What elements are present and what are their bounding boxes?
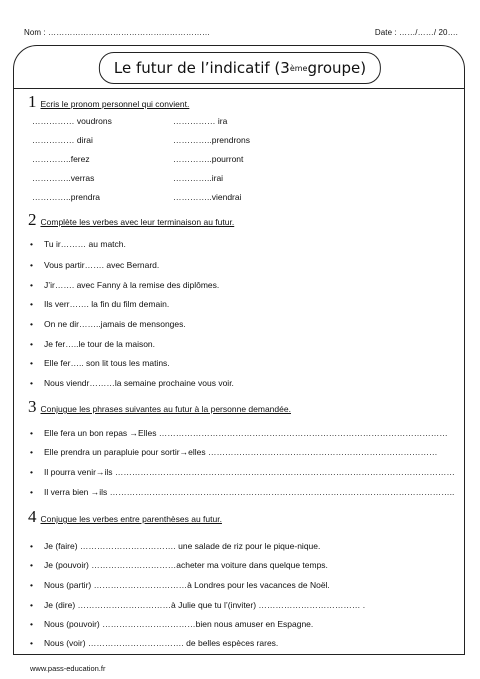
exercise-text: Nous viendr………la semaine prochaine vous voir. — [44, 378, 234, 388]
section-instruction: Conjugue les phrases suivantes au futur à la personne demandée. — [40, 404, 291, 414]
exercise-item — [30, 541, 320, 551]
bullet: • — [30, 619, 33, 629]
exercise-text: On ne dir……..jamais de mensonges. — [44, 319, 186, 329]
bullet: • — [30, 339, 33, 349]
pronoun-item: …………..pourront — [173, 154, 244, 164]
footer-url: www.pass-education.fr — [30, 664, 106, 673]
exercise-text: Nous (voir) ……………………………. de belles espèces rares. — [44, 638, 279, 648]
title-sup: ème — [289, 63, 308, 73]
exercise-item — [30, 560, 328, 570]
exercise-text: Elle fer….. son lit tous les matins. — [44, 358, 170, 368]
section-instruction: Complète les verbes avec leur terminaison au futur. — [40, 217, 235, 227]
exercise-text: Nous (partir) ……………………………à Londres pour les vacances de Noël. — [44, 580, 330, 590]
bullet: • — [30, 428, 33, 438]
pronoun-item: …………… voudrons — [32, 116, 112, 126]
pronoun-item: …………..prendrons — [173, 135, 250, 145]
bullet: • — [30, 580, 33, 590]
bullet: • — [30, 299, 33, 309]
exercise-item — [30, 358, 170, 368]
bullet: • — [30, 638, 33, 648]
bullet: • — [30, 541, 33, 551]
exercise-item — [30, 299, 169, 309]
exercise-item — [30, 378, 234, 388]
pronoun-item: …………… dirai — [32, 135, 93, 145]
exercise-text: Nous (pouvoir) ……………………………bien nous amuser en Espagne. — [44, 619, 314, 629]
section-number: 1 — [28, 92, 37, 111]
exercise-text: Ils verr……. la fin du film demain. — [44, 299, 170, 309]
pronoun-item: …………..verras — [32, 173, 95, 183]
pronoun-item: …………..irai — [173, 173, 224, 183]
exercise-item — [30, 280, 219, 290]
section-number: 2 — [28, 210, 37, 229]
section-number: 3 — [28, 397, 37, 416]
exercise-item — [30, 487, 454, 497]
exercise-text: Je (faire) ……………………………. une salade de riz pour le pique-nique. — [44, 541, 321, 551]
bullet: • — [30, 358, 33, 368]
name-field: Nom : …………………………………………………… — [24, 28, 211, 37]
bullet: • — [30, 239, 33, 249]
title-divider — [13, 88, 465, 89]
bullet: • — [30, 600, 33, 610]
pronoun-item: …………… ira — [173, 116, 228, 126]
section-4-heading — [28, 508, 222, 525]
exercise-item — [30, 580, 330, 590]
bullet: • — [30, 378, 33, 388]
exercise-item — [30, 638, 278, 648]
exercise-item — [30, 428, 448, 438]
exercise-text: Il verra bien →ils ………………………………………………………………………………………………………….. — [44, 487, 455, 497]
section-3-heading — [28, 398, 291, 415]
exercise-text: Je fer…..le tour de la maison. — [44, 339, 156, 349]
bullet: • — [30, 280, 33, 290]
exercise-item — [30, 260, 159, 270]
title-end: groupe) — [307, 59, 367, 77]
exercise-item — [30, 339, 155, 349]
section-1-heading — [28, 93, 189, 110]
pronoun-item: …………..viendrai — [173, 192, 242, 202]
exercise-item — [30, 319, 186, 329]
exercise-text: Je (dire) ……………………………à Julie que tu l’(inviter) ……………………………… . — [44, 600, 366, 610]
exercise-item — [30, 447, 437, 457]
exercise-text: Il pourra venir→ils ………………………………………………………………………………………………………… — [44, 467, 455, 477]
section-number: 4 — [28, 507, 37, 526]
exercise-text: Je (pouvoir) …………………………acheter ma voiture dans quelque temps. — [44, 560, 328, 570]
exercise-text: Elle fera un bon repas →Elles ………………………………………………………………………………………… — [44, 428, 448, 438]
section-2-heading — [28, 211, 234, 228]
pronoun-item: …………..prendra — [32, 192, 101, 202]
exercise-text: J’ir……. avec Fanny à la remise des diplômes. — [44, 280, 220, 290]
bullet: • — [30, 467, 33, 477]
section-instruction: Conjugue les verbes entre parenthèses au futur. — [40, 514, 222, 524]
title-main: Le futur de l’indicatif (3 — [113, 59, 290, 77]
exercise-item — [30, 619, 313, 629]
exercise-text: Vous partir……. avec Bernard. — [44, 260, 160, 270]
date-field: Date : ……/……/ 20…. — [374, 28, 458, 37]
exercise-item — [30, 239, 126, 249]
exercise-text: Tu ir……… au match. — [44, 239, 126, 249]
bullet: • — [30, 260, 33, 270]
exercise-item — [30, 600, 365, 610]
exercise-text: Elle prendra un parapluie pour sortir→elles ……………………………………………………………………… — [44, 447, 438, 457]
section-instruction: Ecris le pronom personnel qui convient. — [40, 99, 190, 109]
pronoun-item: …………..ferez — [32, 154, 90, 164]
bullet: • — [30, 447, 33, 457]
bullet: • — [30, 319, 33, 329]
exercise-item — [30, 467, 455, 477]
bullet: • — [30, 487, 33, 497]
page-title — [99, 52, 381, 84]
bullet: • — [30, 560, 33, 570]
